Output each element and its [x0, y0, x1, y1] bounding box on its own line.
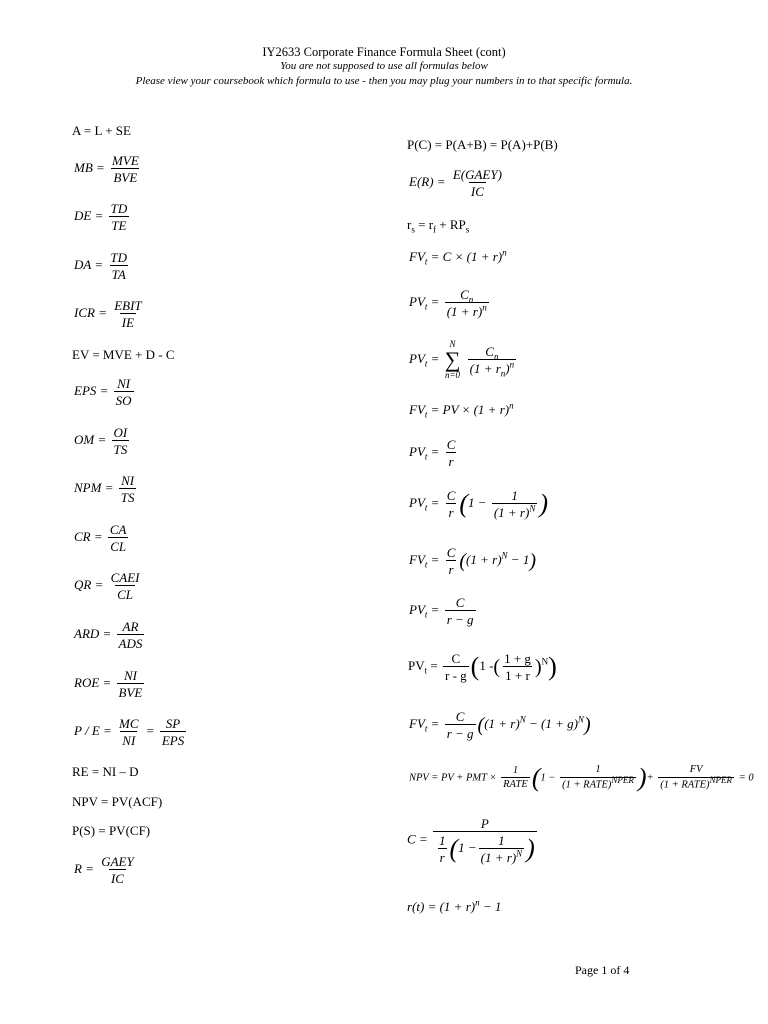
formula-lhs: ROE =	[74, 674, 112, 690]
symbol: C =	[407, 831, 428, 847]
formula-lhs: P / E =	[74, 722, 112, 738]
exponent: N	[529, 503, 536, 514]
numerator: NI	[117, 376, 131, 391]
symbol: =	[427, 443, 440, 459]
numerator: C	[446, 545, 456, 560]
numerator: FV	[689, 764, 703, 776]
numerator: CAEI	[110, 570, 140, 585]
denominator: r - g	[444, 668, 467, 683]
numerator	[483, 344, 500, 362]
close-paren: )	[548, 652, 557, 681]
exponent: N	[541, 656, 549, 667]
subscript: n	[468, 294, 474, 305]
symbol: r(t) = (1 + r)	[407, 899, 476, 914]
symbol: (1 + r)	[484, 715, 520, 731]
denominator: NI	[122, 733, 136, 748]
subscript: n	[500, 368, 506, 379]
symbol: PV	[408, 657, 425, 673]
sheet-title: IY2633 Corporate Finance Formula Sheet (cont)	[262, 45, 506, 59]
close-paren: )	[526, 834, 535, 863]
symbol: − 1	[507, 551, 530, 567]
numerator: GAEY	[101, 854, 134, 869]
formula-de	[74, 202, 131, 232]
exponent: N	[516, 848, 523, 859]
subscript: n	[493, 351, 499, 362]
formula-lhs: CR =	[74, 528, 103, 544]
denominator: r − g	[446, 726, 474, 741]
symbol: C	[485, 344, 494, 359]
symbol: C	[460, 287, 469, 302]
symbol: (1 + r)	[446, 304, 483, 319]
symbol: PV	[409, 293, 425, 309]
exponent: N	[519, 714, 526, 725]
formula-ps: P(S) = PV(CF)	[72, 823, 151, 838]
formula-pv-growing-perpetuity	[409, 596, 478, 626]
symbol: PV	[409, 350, 425, 366]
formula-lhs: QR =	[74, 576, 104, 592]
formula-pv-perpetuity	[409, 438, 459, 468]
formula-accounting-equation: A = L + SE	[72, 123, 131, 138]
denominator: r	[448, 454, 454, 469]
symbol: 1 −	[458, 839, 477, 855]
formula-lhs: E(R) =	[409, 173, 446, 189]
sheet-note: You are not supposed to use all formulas below	[280, 60, 488, 72]
symbol: r	[407, 217, 412, 232]
open-paren: (	[477, 714, 485, 736]
formula-eps	[74, 377, 136, 407]
denominator	[445, 302, 489, 318]
denominator	[433, 831, 537, 864]
symbol: FV	[409, 551, 425, 567]
formula-lhs: R =	[74, 860, 94, 876]
formula-lhs: ARD =	[74, 625, 112, 641]
numerator: E(GAEY)	[452, 167, 502, 182]
formula-npv-acf: NPV = PV(ACF)	[72, 794, 163, 809]
formula-roe	[74, 669, 146, 699]
denominator: CL	[117, 587, 133, 602]
symbol: =	[427, 715, 440, 731]
subscript: t	[424, 256, 428, 267]
symbol: =	[427, 293, 440, 309]
numerator: 1	[438, 833, 446, 848]
exponent: N	[501, 550, 508, 561]
subscript: t	[424, 358, 428, 369]
formula-pv-sum	[409, 340, 518, 380]
symbol: = 0	[738, 772, 754, 784]
formula-rate-conversion	[407, 897, 502, 914]
formula-icr	[74, 299, 146, 329]
numerator: 1	[511, 488, 518, 503]
formula-om	[74, 426, 131, 456]
formula-annuity-payment	[407, 817, 539, 864]
subscript: t	[424, 609, 428, 620]
symbol: 1 -	[479, 657, 494, 673]
formula-fv-annuity	[409, 546, 536, 576]
subscript: s	[411, 224, 415, 235]
symbol: = r	[414, 217, 434, 232]
formula-pe	[74, 717, 188, 747]
formula-fv-pv	[409, 400, 514, 420]
formula-fv-growing-annuity	[409, 710, 591, 740]
formula-re: RE = NI – D	[72, 764, 139, 779]
denominator: ADS	[118, 636, 143, 651]
symbol: = PV × (1 + r)	[427, 402, 510, 417]
denominator	[560, 774, 636, 791]
subscript: f	[433, 224, 437, 235]
formula-pv-annuity	[409, 489, 548, 519]
close-paren: )	[637, 763, 647, 792]
denominator: TE	[111, 218, 127, 233]
symbol: 1 −	[540, 772, 556, 784]
formula-required-return	[407, 217, 470, 235]
symbol: (1 + r)	[466, 551, 502, 567]
symbol: FV	[409, 402, 425, 417]
numerator: EBIT	[114, 298, 142, 313]
numerator: P	[480, 816, 489, 831]
formula-da	[74, 251, 131, 281]
subscript: s	[465, 224, 470, 235]
sum-upper-limit: N	[449, 339, 456, 349]
formula-probability: P(C) = P(A+B) = P(A)+P(B)	[407, 137, 558, 152]
symbol: 1 −	[468, 494, 487, 510]
denominator	[468, 359, 517, 379]
subscript: t	[424, 409, 428, 420]
numerator: 1	[498, 833, 505, 848]
numerator: MVE	[112, 153, 139, 168]
exponent: NPER	[709, 774, 733, 785]
exponent: n	[509, 400, 514, 411]
symbol: (1 + RATE)	[660, 779, 710, 791]
formula-pv-growing-annuity	[408, 652, 557, 682]
numerator: MC	[119, 716, 139, 731]
formula-lhs: NPM =	[74, 479, 114, 495]
equals-sign: =	[145, 722, 155, 738]
numerator: C	[455, 709, 465, 724]
formula-npv-excel	[409, 765, 754, 791]
formula-mb	[74, 154, 143, 184]
formula-lhs: ICR =	[74, 304, 107, 320]
symbol: +	[646, 772, 654, 784]
exponent: n	[475, 897, 480, 908]
symbol: − (1 + g)	[525, 715, 578, 731]
denominator: SO	[115, 393, 132, 408]
symbol: PV	[409, 601, 425, 617]
formula-r	[74, 855, 138, 885]
exponent: n	[509, 359, 515, 370]
numerator: CA	[109, 522, 127, 537]
exponent: n	[502, 247, 507, 258]
formula-lhs: OM =	[74, 431, 107, 447]
denominator: RATE	[503, 779, 528, 790]
summation-sign: N ∑ n=0	[444, 339, 461, 380]
denominator: BVE	[113, 170, 138, 185]
symbol: (1 + r	[469, 361, 501, 376]
symbol: − 1	[479, 899, 502, 914]
numerator: NI	[121, 473, 135, 488]
denominator: 1 + r	[505, 668, 530, 683]
open-paren: (	[493, 656, 501, 678]
formula-ev: EV = MVE + D - C	[72, 347, 175, 362]
denominator: TA	[111, 267, 126, 282]
denominator: r	[439, 850, 445, 865]
subscript: t	[424, 723, 428, 734]
numerator: TD	[110, 250, 127, 265]
numerator: TD	[110, 201, 128, 216]
close-paren: )	[539, 489, 548, 518]
open-paren: (	[449, 834, 459, 863]
open-paren: (	[531, 763, 541, 792]
denominator: IC	[470, 184, 484, 199]
formula-lhs: MB =	[74, 159, 105, 175]
symbol: + RP	[436, 217, 466, 232]
formula-ard	[74, 620, 146, 650]
denominator	[479, 848, 525, 864]
numerator: OI	[113, 425, 128, 440]
numerator: 1	[512, 764, 519, 776]
denominator: TS	[120, 490, 135, 505]
numerator	[458, 287, 475, 305]
symbol: =	[427, 350, 440, 366]
numerator: NI	[123, 668, 137, 683]
formula-lhs: EPS =	[74, 382, 109, 398]
denominator: BVE	[118, 685, 143, 700]
symbol: )	[505, 361, 510, 376]
symbol: =	[427, 657, 438, 673]
numerator: 1 + g	[504, 651, 531, 666]
numerator: C	[446, 488, 456, 503]
formula-expected-return	[409, 168, 506, 198]
open-paren: (	[470, 652, 480, 681]
denominator: r	[448, 505, 454, 520]
formula-qr	[74, 571, 144, 601]
symbol: (1 + r)	[493, 505, 530, 520]
symbol: FV	[409, 249, 425, 264]
subscript: t	[424, 301, 428, 312]
subscript: t	[424, 559, 428, 570]
formula-lhs: DE =	[74, 207, 104, 223]
symbol: PV	[409, 443, 425, 459]
symbol: FV	[409, 715, 425, 731]
denominator	[492, 503, 538, 519]
symbol: =	[427, 551, 440, 567]
numerator: SP	[165, 716, 181, 731]
subscript: t	[424, 451, 428, 462]
exponent: n	[482, 302, 487, 313]
symbol: = C × (1 + r)	[427, 249, 503, 264]
denominator: IC	[110, 871, 124, 886]
formula-fv-compound	[409, 247, 507, 267]
close-paren: )	[583, 714, 591, 736]
denominator: IE	[121, 315, 135, 330]
numerator: 1	[595, 764, 601, 776]
denominator: r	[448, 562, 454, 577]
numerator: AR	[122, 619, 139, 634]
formula-npm	[74, 474, 138, 504]
close-paren: )	[529, 550, 536, 572]
numerator: C	[446, 437, 456, 452]
sheet-note: Please view your coursebook which formula to use - then you may plug your numbers in to that specific formula.	[135, 75, 633, 87]
page-number: Page 1 of 4	[575, 963, 630, 977]
formula-cr	[74, 523, 131, 553]
open-paren: (	[459, 550, 467, 572]
sum-lower-limit: n=0	[444, 370, 461, 380]
symbol: PV	[409, 494, 425, 510]
denominator: r − g	[446, 612, 474, 627]
formula-lhs: DA =	[74, 256, 104, 272]
numerator: C	[451, 651, 461, 666]
denominator	[658, 774, 734, 791]
symbol: NPV = PV + PMT ×	[409, 772, 497, 784]
close-paren: )	[534, 656, 542, 678]
denominator: EPS	[161, 733, 185, 748]
symbol: =	[427, 494, 440, 510]
denominator: CL	[110, 539, 127, 554]
symbol: =	[427, 601, 440, 617]
formula-pv-single	[409, 288, 491, 318]
subscript: t	[424, 502, 428, 513]
denominator: TS	[113, 442, 128, 457]
symbol: (1 + r)	[480, 850, 517, 865]
subscript: t	[424, 665, 428, 676]
symbol: (1 + RATE)	[562, 779, 612, 791]
open-paren: (	[459, 489, 469, 518]
numerator: C	[455, 595, 465, 610]
exponent: NPER	[611, 774, 634, 785]
exponent: N	[577, 714, 584, 725]
